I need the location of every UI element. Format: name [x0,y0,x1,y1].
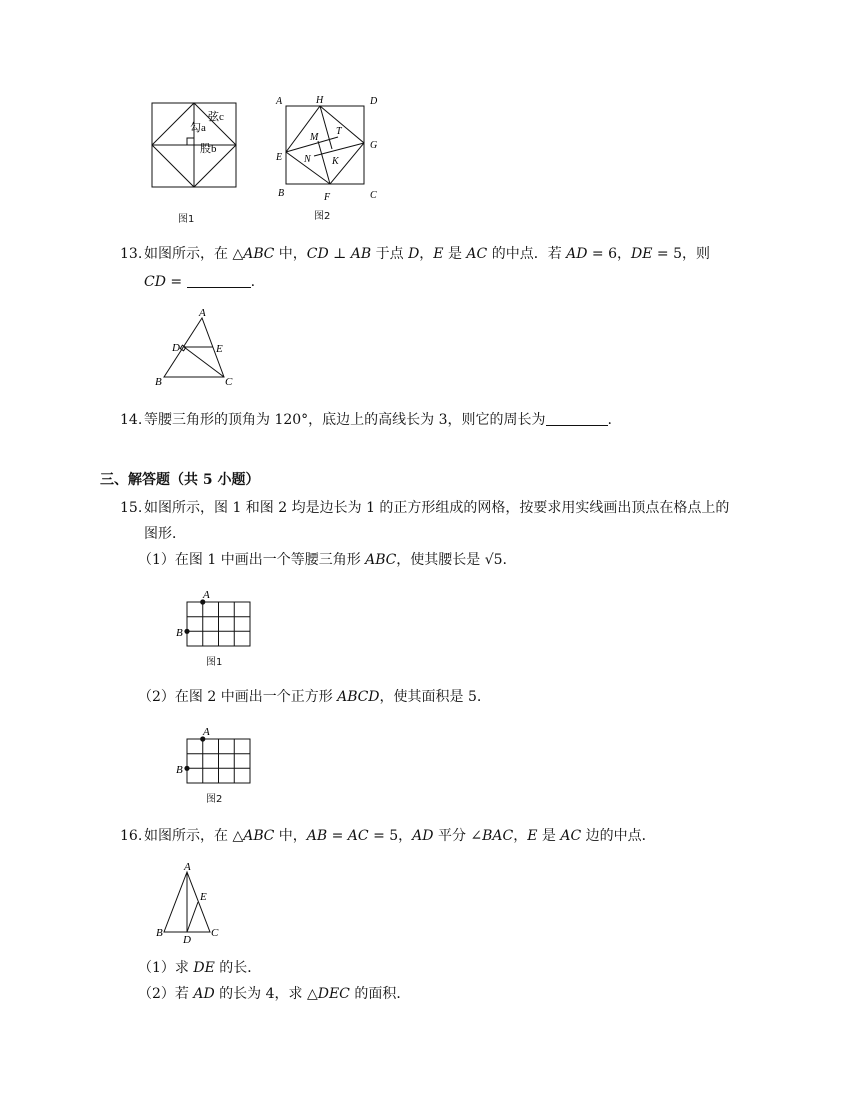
fig1-label-long-leg: 股b [200,143,217,155]
fig1-label-hypotenuse: 弦c [208,111,224,123]
grid2-label-B: B [176,764,183,776]
fig2-label-B: B [278,188,285,199]
q16-label-B: B [156,927,163,939]
fig2-label-T: T [336,126,342,137]
q15-grid-2 [172,725,256,795]
q14-text [144,410,612,430]
grid2-label-A: A [203,726,210,738]
fig2-caption: 图2 [314,211,331,222]
q16-text: 如图所示，在 △𝐴𝐵𝐶 中，𝐴𝐵 = 𝐴𝐶 = 5，𝐴𝐷 平分 ∠𝐵𝐴𝐶，𝐸 是 𝐴𝐶 边的中点． [144,828,656,844]
q13-text-line2 [144,272,255,292]
fig2-label-N: N [304,154,311,165]
q13-number: 13. [120,246,143,262]
fig2-label-D: D [370,96,378,107]
q13-label-A: A [199,307,206,319]
q13-label-D: D [172,342,180,354]
fig2-label-G: G [370,140,378,151]
figure-1-zhao-shuang-diagram [150,100,240,190]
q16-part1: （1）求 𝐷𝐸 的长． [138,960,262,976]
fig1-label-short-leg: 勾a [190,122,206,134]
grid1-caption: 图1 [206,657,223,668]
q14-number: 14. [120,412,143,428]
q16-label-E: E [200,891,207,903]
fig2-label-C: C [370,190,377,201]
grid1-label-B: B [176,627,183,639]
q13-triangle-figure [150,305,240,390]
q13-text-line1: 如图所示，在 △𝐴𝐵𝐶 中，𝐶𝐷 ⊥ 𝐴𝐵 于点 𝐷，𝐸 是 𝐴𝐶 的中点．若 𝐴𝐷 = 6，𝐷𝐸 = 5，则 [144,246,711,262]
q16-label-D: D [183,934,191,946]
q16-triangle-figure [152,860,232,946]
q15-grid-1 [172,588,256,658]
fig2-label-M: M [310,132,319,143]
q14-suffix: . [607,412,612,428]
q13-answer-suffix: . [250,274,256,290]
section-3-title: 三、解答题（共 5 小题） [100,472,260,488]
fig2-label-E: E [276,152,283,163]
figure-2-square-diagram [272,92,384,204]
q16-label-A: A [184,861,191,873]
fig1-caption: 图1 [178,214,195,225]
q13-label-E: E [216,343,223,355]
q15-part1: （1）在图 1 中画出一个等腰三角形 𝐴𝐵𝐶，使其腰长是 √5. [138,552,508,568]
fig2-label-K: K [332,156,339,167]
fig2-label-F: F [324,192,331,203]
q15-number: 15. [120,500,143,516]
q16-label-C: C [211,927,219,939]
q13-label-B: B [155,376,162,388]
q14-question: 等腰三角形的顶角为 120°，底边上的高线长为 3，则它的周长为 [144,412,546,428]
q16-number: 16. [120,828,143,844]
q13-answer-blank[interactable] [187,273,251,288]
q13-answer-prefix: 𝐶𝐷 = [144,274,183,290]
q16-part2: （2）若 𝐴𝐷 的长为 4，求 △𝐷𝐸𝐶 的面积． [138,986,411,1002]
fig2-label-A: A [276,96,283,107]
q15-text-line2: 图形． [144,526,186,542]
q14-answer-blank[interactable] [546,411,608,426]
q15-part2: （2）在图 2 中画出一个正方形 𝐴𝐵𝐶𝐷，使其面积是 5. [138,689,482,705]
q13-label-C: C [225,376,233,388]
grid2-caption: 图2 [206,794,223,805]
q15-text-line1: 如图所示，图 1 和图 2 均是边长为 1 的正方形组成的网格，按要求用实线画出顶点在格点上的 [144,500,730,516]
grid1-label-A: A [203,589,210,601]
fig2-label-H: H [316,95,324,106]
